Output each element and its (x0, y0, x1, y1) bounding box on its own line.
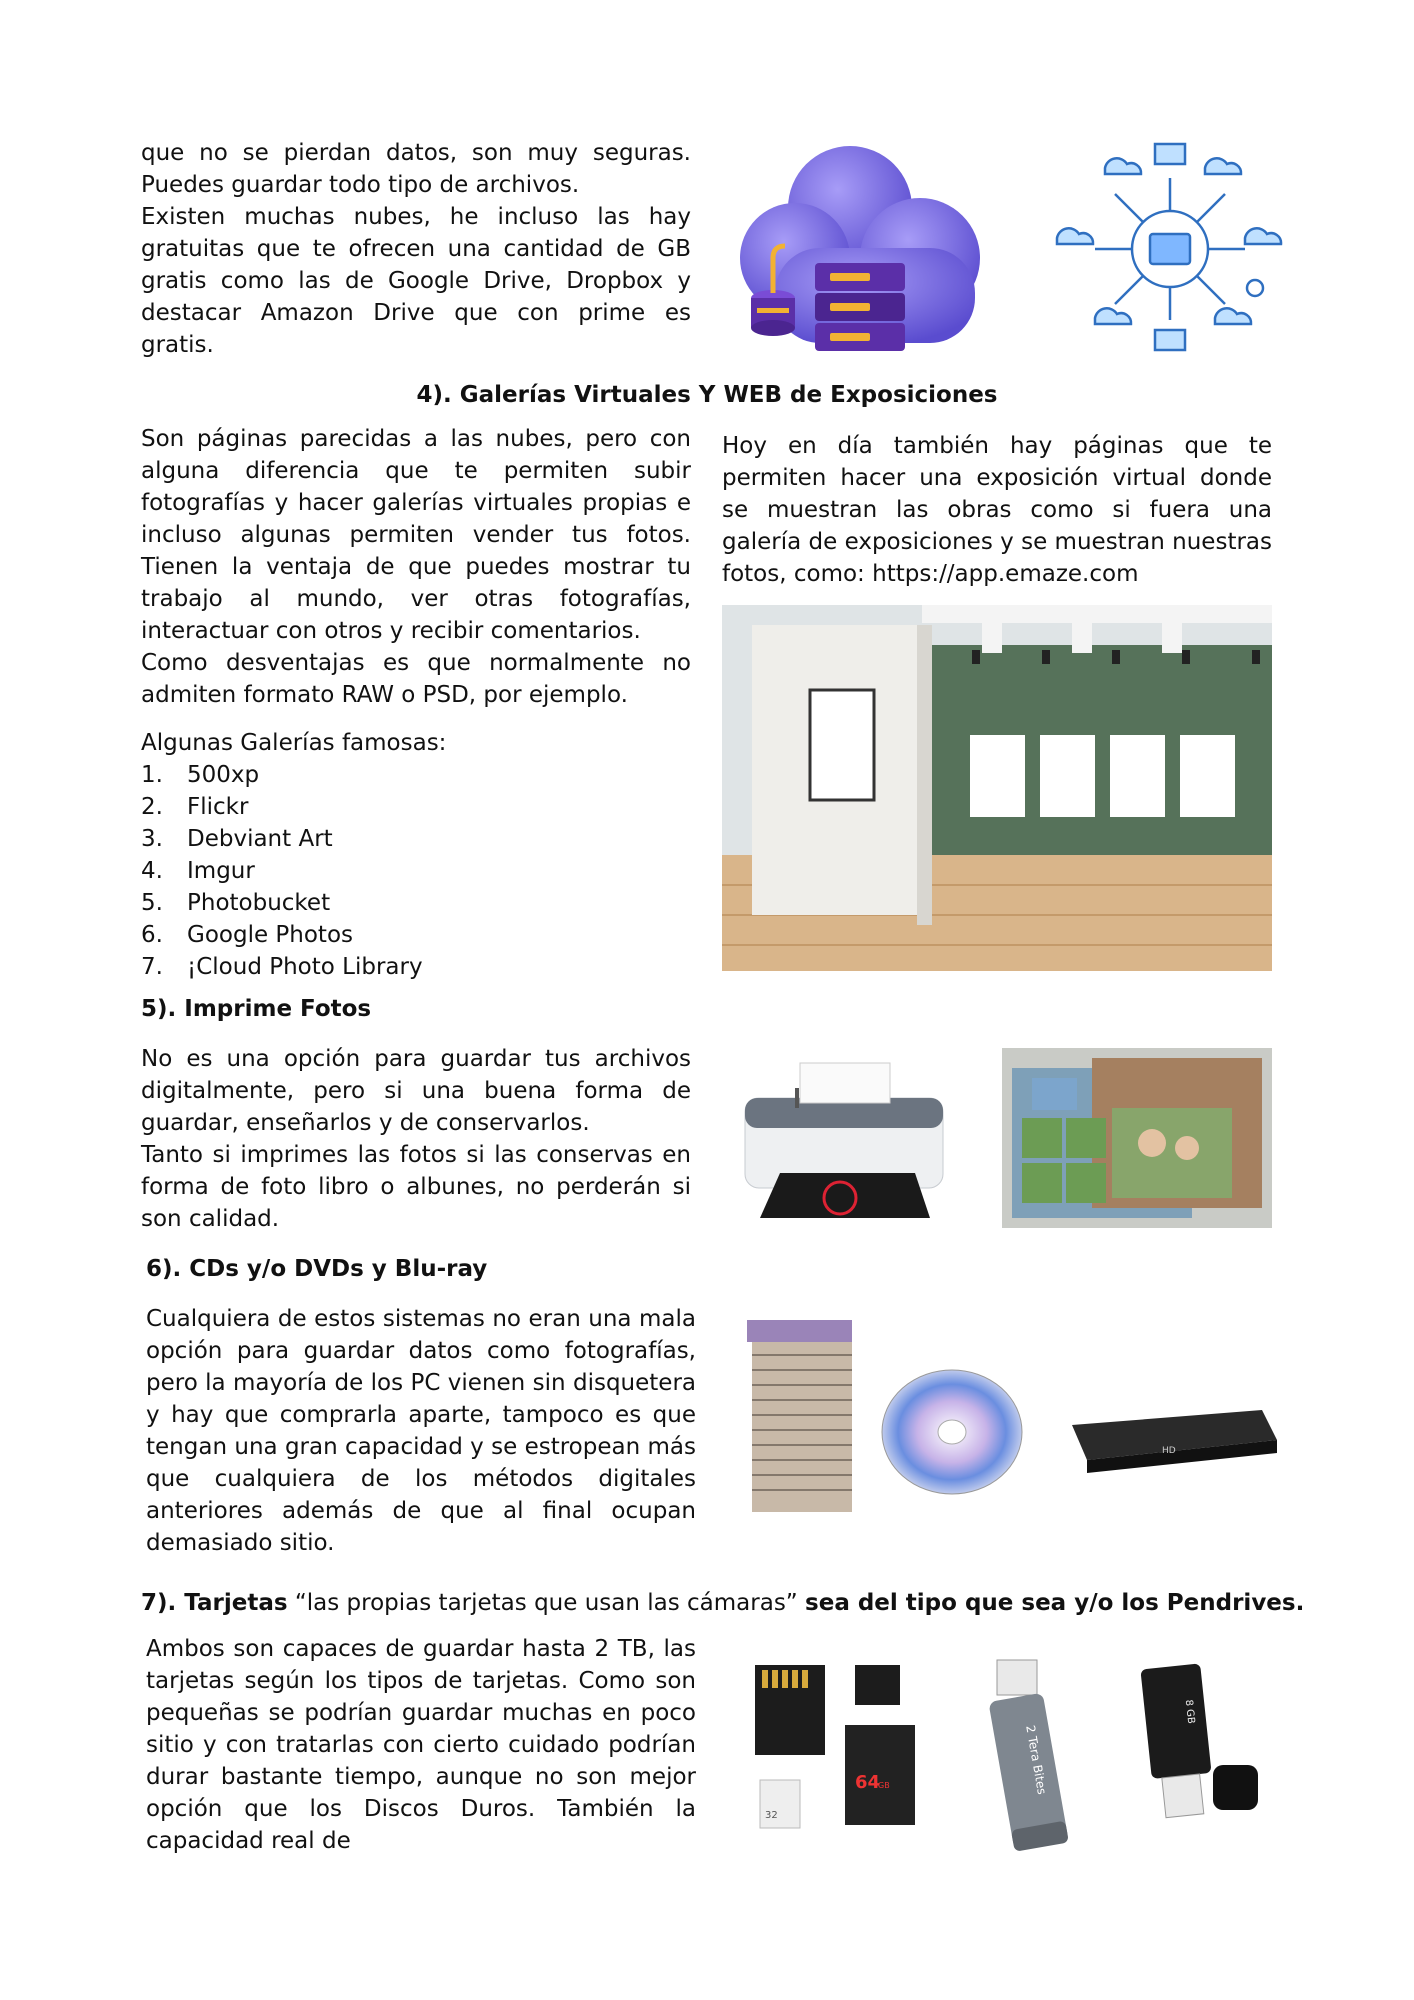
intro-paragraph-2: Existen muchas nubes, he incluso las hay gratuitas que te ofrecen una cantidad de GB gratis como las de Google Drive, Dropbox y destacar Amazon Drive que con prime es gratis. (141, 204, 691, 358)
section-7-text: Ambos son capaces de guardar hasta 2 TB, las tarjetas según los tipos de tarjetas. Como son pequeñas se podrían guardar muchas en poco sitio y con tratarlas con cierto cuidado podrían durar bastante tiempo, aunque no son mejor opción que los Discos Duros. También la capacidad real de (146, 1636, 696, 1854)
list-item (141, 823, 691, 855)
section-7-title-quote: “las propias tarjetas que usan las cámaras” (294, 1590, 798, 1616)
section-5-paragraph-2: Tanto si imprimes las fotos si las conservas en forma de foto libro o albunes, no perderán si son calidad. (141, 1142, 691, 1232)
section-4-right-text: Hoy en día también hay páginas que te permiten hacer una exposición virtual donde se muestran las obras como si fuera una galería de exposiciones y se muestran nuestras fotos, como: https://app.emaze.com (722, 433, 1272, 587)
list-item-number: 7. (141, 954, 163, 980)
cd-stack-image (742, 1315, 857, 1517)
memory-cards-image (750, 1660, 925, 1835)
section-6-text: Cualquiera de estos sistemas no eran una mala opción para guardar datos como fotografías, pero la mayoría de los PC vienen sin disquetera y hay que comprarla aparte, tampoco es que tengan una gran capacidad y se estropean más que cualquiera de los métodos digitales anteriores además de que al final ocupan demasiado sitio. (146, 1306, 696, 1556)
section-5-paragraph-1: No es una opción para guardar tus archivos digitalmente, pero si una buena forma de guardar, enseñarlos y de conservarlos. (141, 1046, 691, 1136)
list-item-text: Imgur (187, 858, 255, 884)
usb-pendrive-image (985, 1655, 1080, 1855)
list-item (141, 791, 691, 823)
usb-label: 2 Tera Bites (1023, 1724, 1050, 1796)
list-item-text: Google Photos (187, 922, 354, 948)
list-item (141, 951, 691, 983)
usb-small-pendrive-image (1128, 1660, 1273, 1825)
printer-image (740, 1058, 948, 1223)
intro-paragraph-1: que no se pierdan datos, son muy seguras. Puedes guardar todo tipo de archivos. (141, 140, 691, 198)
bluray-player-image (1062, 1395, 1282, 1477)
sd-capacity: 64 (855, 1772, 881, 1793)
list-item-number: 1. (141, 762, 163, 788)
list-item (141, 919, 691, 951)
virtual-gallery-image (722, 605, 1272, 971)
cd-disc-image (880, 1368, 1025, 1496)
list-item-text: Photobucket (187, 890, 331, 916)
section-6-title: 6). CDs y/o DVDs y Blu-ray (146, 1256, 488, 1282)
list-item-text: 500xp (187, 762, 260, 788)
galleries-list-intro: Algunas Galerías famosas: (141, 730, 447, 756)
galleries-list-block (141, 727, 691, 983)
list-item-number: 5. (141, 890, 163, 916)
micro-capacity: 32 (765, 1810, 778, 1821)
list-item-text: ¡Cloud Photo Library (187, 954, 423, 980)
section-4-left-text (141, 423, 691, 711)
svg-text:HD: HD (1162, 1446, 1176, 1456)
photo-album-image (1002, 1048, 1272, 1228)
section-5-text (141, 1043, 691, 1235)
section-4-title: 4). Galerías Virtuales Y WEB de Exposiciones (416, 382, 998, 408)
list-item (141, 759, 691, 791)
list-item-number: 4. (141, 858, 163, 884)
sd-unit: GB (878, 1781, 890, 1790)
section-4-paragraph-1: Son páginas parecidas a las nubes, pero con alguna diferencia que te permiten subir fotografías y hacer galerías virtuales propias e incluso algunas permiten vender tus fotos. Tienen la ventaja de que puedes mostrar tu trabajo al mundo, ver otras fotografías, interactuar con otros y recibir comentarios. (141, 426, 691, 644)
list-item-number: 6. (141, 922, 163, 948)
usb2-label: 8 GB (1182, 1699, 1197, 1725)
cloud-server-illustration (735, 138, 1005, 360)
galleries-list (141, 759, 691, 983)
list-item-text: Flickr (187, 794, 249, 820)
list-item-number: 2. (141, 794, 163, 820)
section-7-title-bold: 7). Tarjetas (141, 1590, 288, 1616)
list-item-text: Debviant Art (187, 826, 333, 852)
section-5-title: 5). Imprime Fotos (141, 996, 372, 1022)
section-7-title-bold-end: sea del tipo que sea y/o los Pendrives. (805, 1590, 1305, 1616)
cloud-network-icons (1055, 138, 1285, 360)
list-item-number: 3. (141, 826, 163, 852)
section-7-title (141, 1587, 1304, 1619)
list-item (141, 887, 691, 919)
list-item (141, 855, 691, 887)
section-4-paragraph-2: Como desventajas es que normalmente no admiten formato RAW o PSD, por ejemplo. (141, 650, 691, 708)
intro-text (141, 137, 691, 361)
